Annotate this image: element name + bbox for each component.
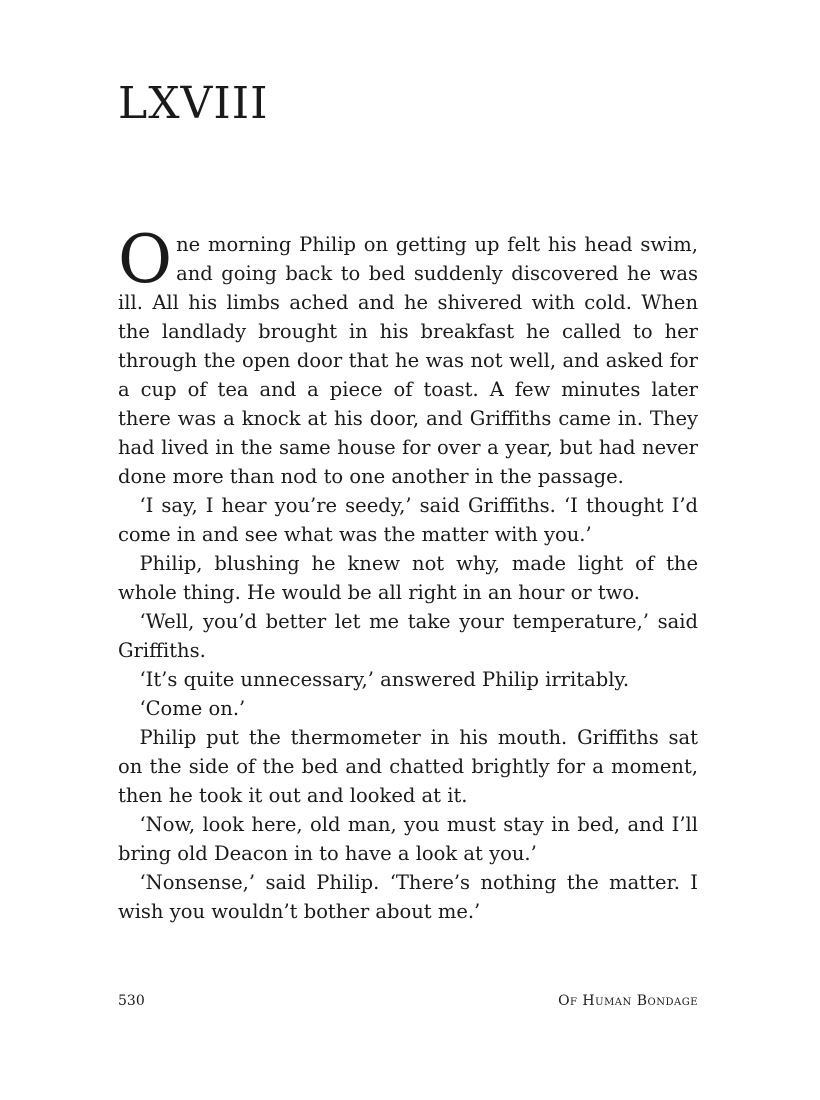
paragraph-1 (118, 221, 698, 491)
paragraph-3: Philip, blushing he knew not why, made light of the whole thing. He would be all right in an hour or two. (118, 552, 698, 604)
paragraph-1-text: ne morning Philip on getting up felt his head swim, and going back to bed suddenly discovered he was ill. All his limbs ached and he shivered with cold. When the landlady brought in his breakfast he called to her through the open door that he was not well, and asked for a cup of tea and a piece of toast. A few minutes later there was a knock at his door, and Griffiths came in. They had lived in the same house for over a year, but had never done more than nod to one another in the passage. (118, 233, 698, 488)
page-number: 530 (118, 993, 145, 1009)
paragraph-5: ‘It’s quite unnecessary,’ answered Philip irritably. (139, 668, 630, 691)
chapter-title: LXVIII (118, 78, 269, 129)
paragraph-8: ‘Now, look here, old man, you must stay in bed, and I’ll bring old Deacon in to have a look at you.’ (118, 813, 698, 865)
paragraph-2: ‘I say, I hear you’re seedy,’ said Griffiths. ‘I thought I’d come in and see what was the matter with you.’ (118, 494, 698, 546)
paragraph-9: ‘Nonsense,’ said Philip. ‘There’s nothing the matter. I wish you wouldn’t bother about me.’ (118, 871, 698, 923)
drop-cap: O (118, 221, 173, 298)
paragraph-6: ‘Come on.’ (139, 697, 246, 720)
page-footer (118, 993, 698, 1013)
paragraph-7: Philip put the thermometer in his mouth. Griffiths sat on the side of the bed and chatted brightly for a moment, then he took it out and looked at it. (118, 726, 698, 807)
paragraph-4: ‘Well, you’d better let me take your temperature,’ said Griffiths. (118, 610, 698, 662)
running-title: Of Human Bondage (558, 993, 698, 1009)
body-text (118, 221, 698, 926)
